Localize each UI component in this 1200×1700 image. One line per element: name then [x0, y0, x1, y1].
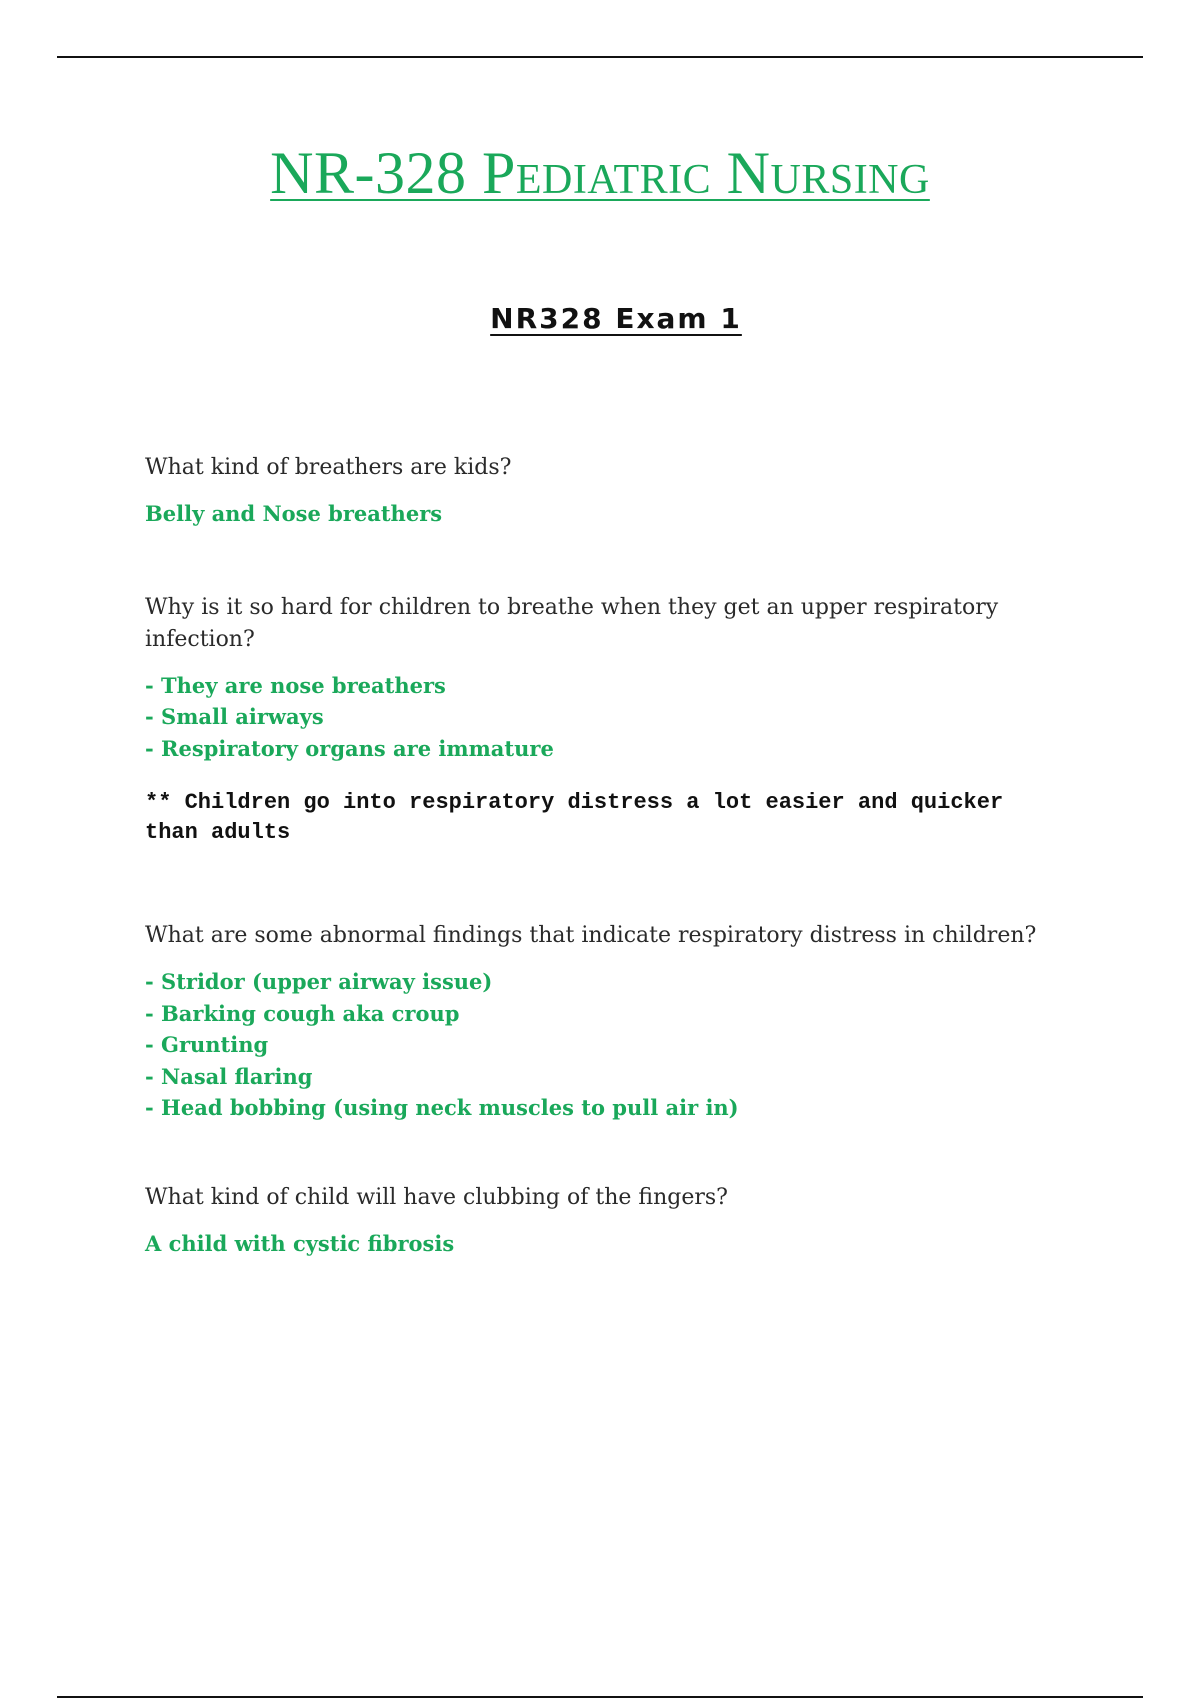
document-subtitle-text: NR328 Exam 1 [490, 302, 742, 335]
answer-list-item: - Stridor (upper airway issue) [145, 969, 493, 994]
document-title-text: NR-328 Pediatric Nursing [270, 140, 930, 206]
answer-text: Belly and Nose breathers [145, 501, 443, 526]
qa-content [145, 452, 1065, 1259]
question-text: What kind of breathers are kids? [145, 455, 512, 480]
question-text: Why is it so hard for children to breathe when they get an upper respiratory infection? [145, 594, 999, 652]
document-subtitle [0, 302, 1200, 336]
answer-list-item: - Small airways [145, 704, 324, 729]
answer-list-item: - Nasal flaring [145, 1063, 313, 1089]
top-rule [57, 56, 1143, 58]
answer-list-item: - Grunting [145, 1032, 269, 1057]
answer-list [145, 966, 1065, 1124]
qa-item-1 [145, 452, 1065, 530]
answer-list-item: - Barking cough aka croup [145, 1000, 460, 1026]
question-text: What are some abnormal findings that indicate respiratory distress in children? [145, 923, 1037, 948]
qa-item-3 [145, 920, 1065, 1124]
answer-text: A child with cystic fibrosis [145, 1230, 455, 1256]
question-text: What kind of child will have clubbing of the fingers? [145, 1184, 728, 1210]
answer-list-item: - They are nose breathers [145, 672, 446, 698]
qa-item-2 [145, 592, 1065, 849]
note-text: ** Children go into respiratory distress a lot easier and quicker than adults [145, 790, 1004, 845]
bottom-rule [57, 1696, 1143, 1698]
answer-list-item: - Head bobbing (using neck muscles to pull air in) [145, 1095, 739, 1120]
answer-list [145, 670, 1065, 765]
qa-item-4 [145, 1182, 1065, 1260]
document-title [0, 142, 1200, 204]
answer-list-item: - Respiratory organs are immature [145, 735, 554, 761]
